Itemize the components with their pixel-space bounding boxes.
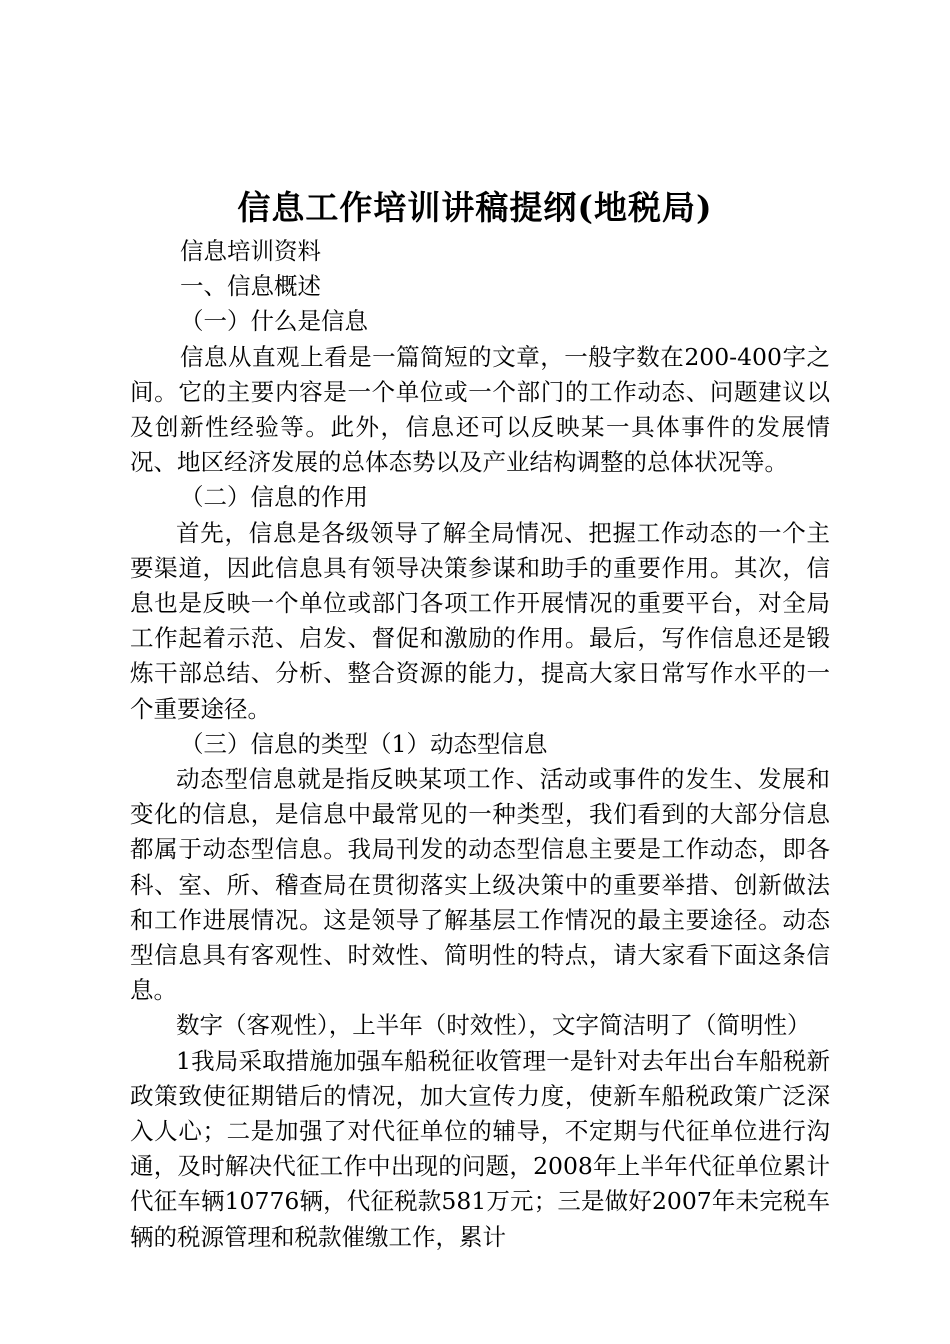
paragraph-example: 1我局采取措施加强车船税征收管理一是针对去年出台车船税新政策致使征期错后的情况，加大宣传力度，使新车船税政策广泛深入人心；二是加强了对代征单位的辅导，不定期与代征单位进行沟通，及时解决代征工作中出现的问题，2008年上半年代征单位累计代征车辆10776辆，代征税款581万元；三是做好2007年未完税车辆的税源管理和税款催缴工作，累计 — [130, 1046, 830, 1251]
heading-section-1: 一、信息概述 — [180, 272, 321, 301]
heading-subsection-3: （三）信息的类型（1）动态型信息 — [180, 729, 548, 758]
heading-subsection-2: （二）信息的作用 — [180, 483, 368, 512]
paragraph-dynamic-info: 动态型信息就是指反映某项工作、活动或事件的发生、发展和变化的信息，是信息中最常见的一种类型，我们看到的大部分信息都属于动态型信息。我局刊发的动态型信息主要是工作动态，即各科、室、所、稽查局在贯彻落实上级决策中的重要举措、创新做法和工作进展情况。这是领导了解基层工作情况的最主要途径。动态型信息具有客观性、时效性、简明性的特点，请大家看下面这条信息。 — [130, 765, 830, 1005]
paragraph-features: 数字（客观性），上半年（时效性），文字简洁明了（简明性） — [176, 1011, 811, 1040]
document-body — [130, 234, 830, 1255]
paragraph-subtitle: 信息培训资料 — [180, 237, 321, 265]
heading-subsection-1: （一）什么是信息 — [180, 307, 368, 336]
document-title: 信息工作培训讲稿提纲(地税局) — [237, 188, 713, 227]
paragraph-function: 首先，信息是各级领导了解全局情况、把握工作动态的一个主要渠道，因此信息具有领导决策参谋和助手的重要作用。其次，信息也是反映一个单位或部门各项工作开展情况的重要平台，对全局工作起着示范、启发、督促和激励的作用。最后，写作信息还是锻炼干部总结、分析、整合资源的能力，提高大家日常写作水平的一个重要途径。 — [130, 518, 830, 723]
paragraph-definition: 信息从直观上看是一篇简短的文章，一般字数在200-400字之间。它的主要内容是一个单位或一个部门的工作动态、问题建议以及创新性经验等。此外，信息还可以反映某一具体事件的发展情况、地区经济发展的总体态势以及产业结构调整的总体状况等。 — [130, 342, 830, 477]
